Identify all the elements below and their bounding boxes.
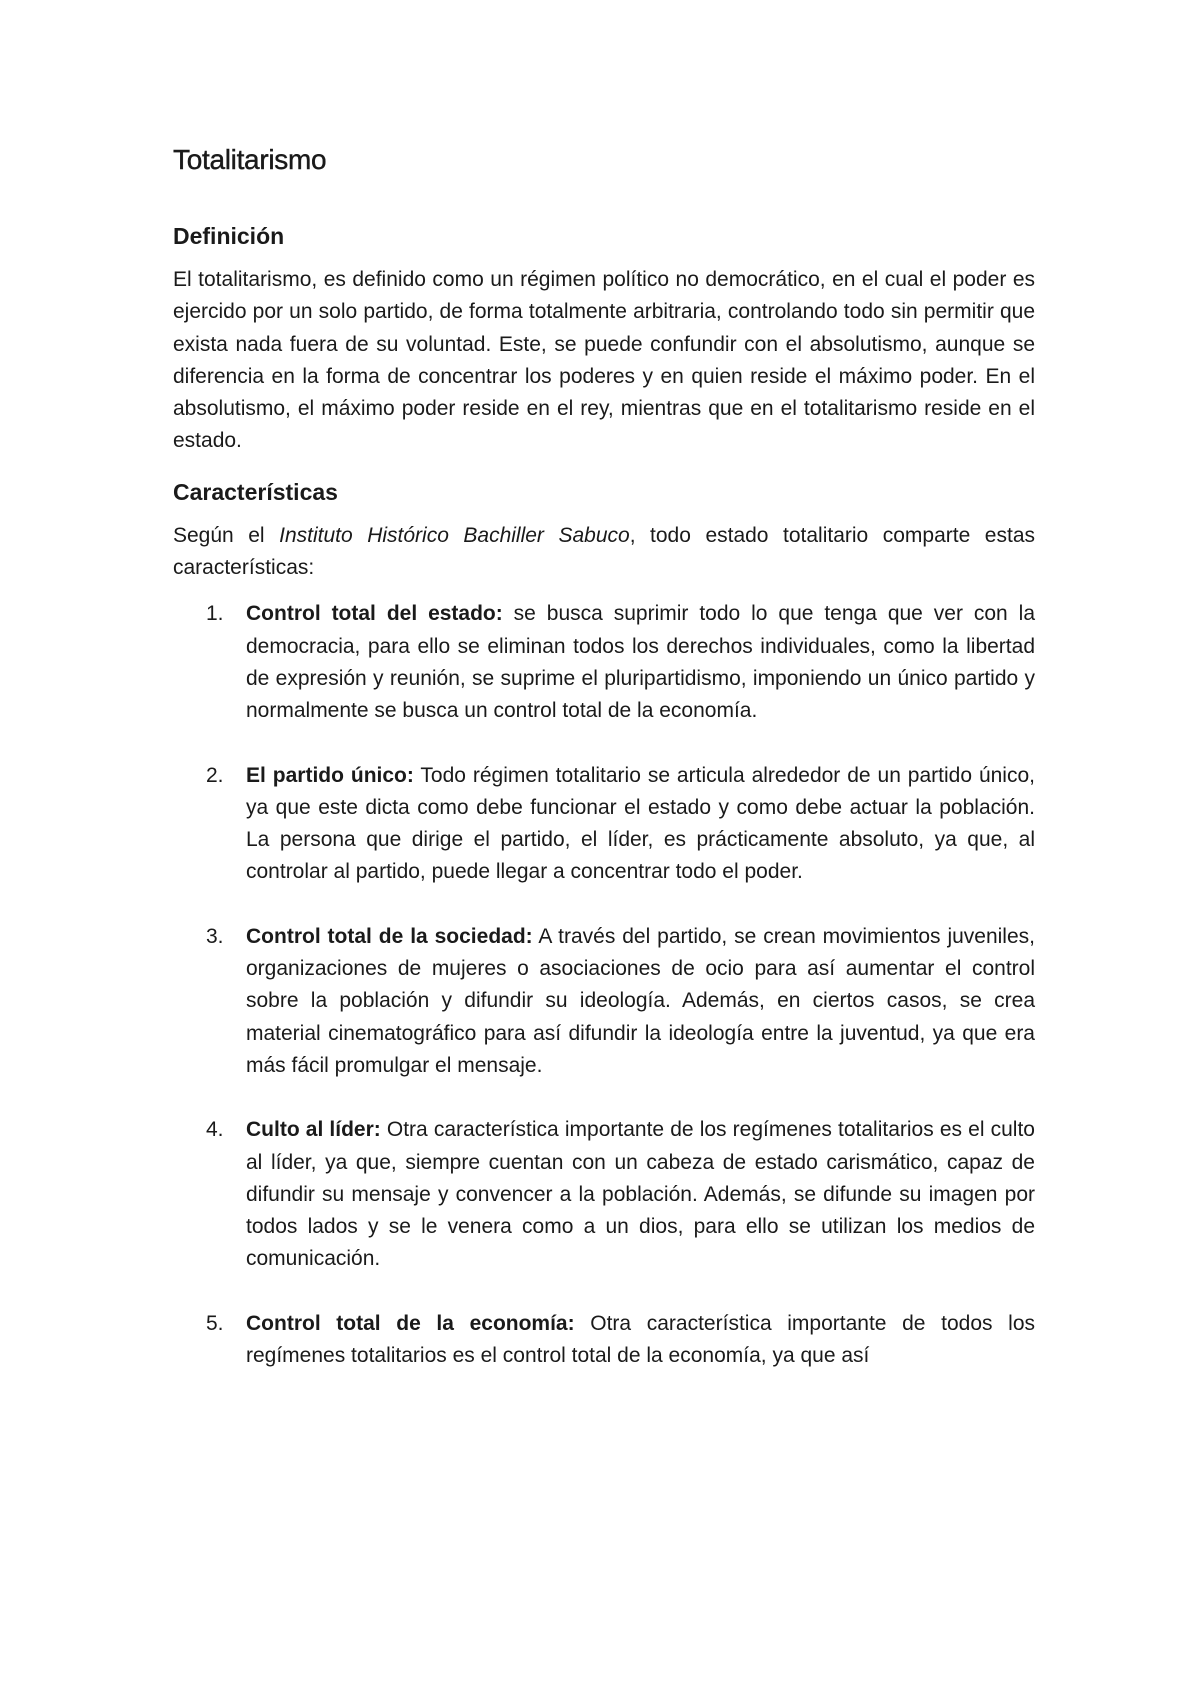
list-item-term: Control total del estado:	[246, 602, 503, 626]
definition-paragraph: El totalitarismo, es definido como un régimen político no democrático, en el cual el poder es ejercido por un solo partido, de forma totalmente arbitraria, controlando todo sin permitir que exista nada fuera de su voluntad. Este, se puede confundir con el absolutismo, aunque se diferencia en la forma de concentrar los poderes y en quien reside el máximo poder. En el absolutismo, el máximo poder reside en el rey, mientras que en el totalitarismo reside en el estado.	[173, 268, 1035, 453]
list-item-term: El partido único:	[246, 763, 414, 787]
intro-text-before: Según el	[173, 523, 280, 547]
list-item	[173, 921, 1035, 1082]
list-item-text: Otra característica importante de todos los regímenes totalitarios es el control total de la economía, ya que así	[246, 1311, 1035, 1368]
list-item	[173, 760, 1035, 889]
list-item	[173, 1308, 1035, 1373]
characteristics-intro	[173, 520, 1035, 585]
list-item-number: 5.	[206, 1311, 224, 1335]
list-item-text: Todo régimen totalitario se articula alrededor de un partido único, ya que este dicta como debe funcionar el estado y como debe actuar la población. La persona que dirige el partido, el líder, es prácticamente absoluto, ya que, al controlar al partido, puede llegar a concentrar todo el poder.	[246, 763, 1035, 884]
document-title: Totalitarismo	[173, 144, 327, 175]
list-item-number: 4.	[206, 1118, 224, 1142]
intro-source-citation: Instituto Histórico Bachiller Sabuco	[279, 523, 630, 547]
characteristics-list	[173, 598, 1035, 1372]
list-item	[173, 1114, 1035, 1275]
list-item-number: 1.	[206, 602, 224, 626]
definition-heading: Definición	[173, 223, 285, 249]
list-item-text: Otra característica importante de los regímenes totalitarios es el culto al líder, ya que, siempre cuentan con un cabeza de estado carismático, capaz de difundir su mensaje y convencer a la población. Además, se difunde su imagen por todos lados y se le venera como a un dios, para ello se utilizan los medios de comunicación.	[246, 1118, 1035, 1271]
list-item	[173, 598, 1035, 727]
list-item-term: Control total de la economía:	[246, 1311, 575, 1335]
document-page	[173, 140, 1035, 1404]
list-item-text: A través del partido, se crean movimientos juveniles, organizaciones de mujeres o asociaciones de ocio para así aumentar el control sobre la población y difundir su ideología. Además, en ciertos casos, se crea material cinematográfico para así difundir la ideología entre la juventud, ya que era más fácil promulgar el mensaje.	[246, 924, 1035, 1077]
list-item-number: 3.	[206, 924, 224, 948]
list-item-term: Culto al líder:	[246, 1118, 381, 1142]
list-item-text: se busca suprimir todo lo que tenga que ver con la democracia, para ello se eliminan todos los derechos individuales, como la libertad de expresión y reunión, se suprime el pluripartidismo, imponiendo un único partido y normalmente se busca un control total de la economía.	[246, 602, 1035, 723]
characteristics-heading: Características	[173, 478, 338, 505]
list-item-term: Control total de la sociedad:	[246, 924, 533, 948]
list-item-number: 2.	[206, 763, 224, 787]
intro-text-after: , todo estado totalitario comparte estas características:	[173, 523, 1035, 580]
